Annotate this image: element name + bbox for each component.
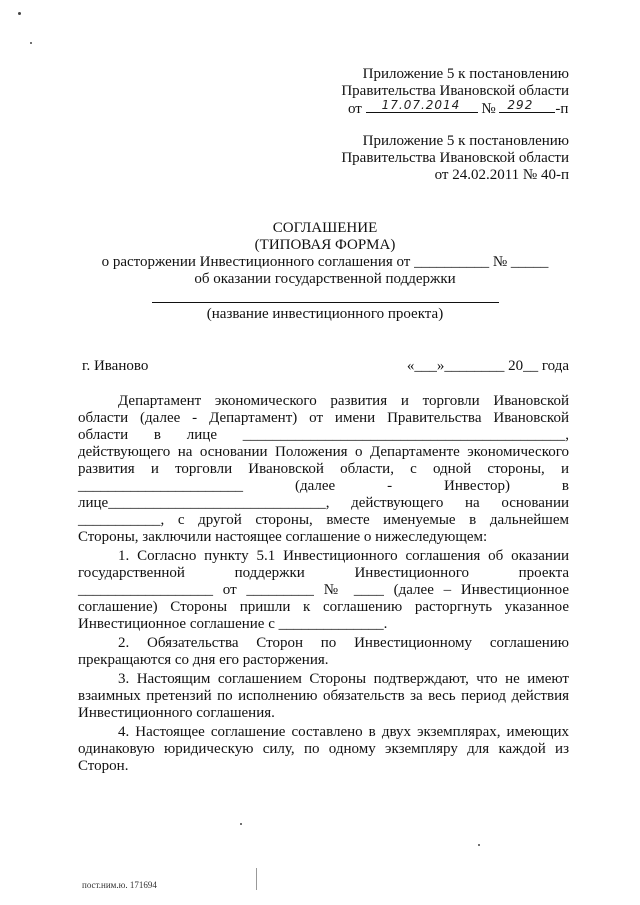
clause1-line: 1. Согласно пункту 5.1 Инвестиционного соглашения об оказании — [118, 548, 569, 564]
preamble-line: области (далее - Департамент) от имени Правительства Ивановской — [78, 410, 569, 426]
clause2-line: 2. Обязательства Сторон по Инвестиционному соглашению — [118, 635, 569, 651]
number-sign: № — [481, 101, 496, 117]
title-line4: об оказании государственной поддержки — [194, 271, 456, 287]
scan-mark — [256, 868, 257, 890]
header2-line1: Приложение 5 к постановлению — [362, 133, 569, 149]
clause1-line: государственной поддержки Инвестиционного проекта — [78, 565, 569, 581]
header1-line1: Приложение 5 к постановлению — [362, 66, 569, 82]
clause4-line: Сторон. — [78, 758, 129, 774]
scan-mark — [18, 12, 21, 15]
clause2-line: прекращаются со дня его расторжения. — [78, 652, 329, 668]
preamble-line: ______________________ (далее - Инвестор) в — [78, 478, 569, 494]
city: г. Иваново — [82, 358, 149, 374]
number-fill-line — [499, 100, 555, 113]
date-fill-line — [366, 100, 478, 113]
clause4-line: одинаковую юридическую силу, по одному экземпляру для каждой из — [78, 741, 569, 757]
clause1-line: __________________ от _________ № ____ (далее – Инвестиционное — [78, 582, 569, 598]
title-line3: о расторжении Инвестиционного соглашения от __________ № _____ — [101, 254, 549, 270]
preamble-line: действующего на основании Положения о Департаменте экономического — [78, 444, 569, 460]
clause1-line: соглашение) Стороны пришли к соглашению расторгнуть указанное — [78, 599, 569, 615]
preamble-line: ___________, с другой стороны, вместе именуемые в дальнейшем — [78, 512, 569, 528]
preamble-line: развития и торговли Ивановской области, с одной стороны, и — [78, 461, 569, 477]
title-line2: (ТИПОВАЯ ФОРМА) — [254, 237, 396, 253]
project-name-caption: (название инвестиционного проекта) — [206, 306, 444, 322]
scan-mark — [478, 844, 480, 846]
date-placeholder: «___»________ 20__ года — [406, 358, 569, 374]
header1-line2: Правительства Ивановской области — [341, 83, 569, 99]
preamble-line: Стороны, заключили настоящее соглашение о нижеследующем: — [78, 529, 488, 545]
clause3-line: взаимных претензий по исполнению обязательств за весь период действия — [78, 688, 569, 704]
header1-date-line — [348, 100, 568, 118]
number-suffix: -п — [555, 101, 569, 117]
scan-mark — [30, 42, 32, 44]
handwritten-date: 17.07.2014 — [381, 98, 461, 112]
preamble-line: лице_____________________________, действующего на основании — [78, 495, 569, 511]
clause3-line: 3. Настоящим соглашением Стороны подтверждают, что не имеют — [118, 671, 569, 687]
footer-code: пост.ним.ю. 171694 — [82, 880, 157, 890]
header1-date-prefix: от — [348, 101, 362, 117]
preamble-line: области в лице ___________________________________________, — [78, 427, 569, 443]
scan-mark — [240, 823, 242, 825]
clause4-line: 4. Настоящее соглашение составлено в двух экземплярах, имеющих — [118, 724, 569, 740]
header2-line3: от 24.02.2011 № 40-п — [434, 167, 569, 183]
header2-line2: Правительства Ивановской области — [341, 150, 569, 166]
title-line1: СОГЛАШЕНИЕ — [272, 220, 378, 236]
clause1-line: Инвестиционное соглашение с ______________. — [78, 616, 388, 632]
handwritten-number: 292 — [507, 98, 534, 112]
clause3-line: Инвестиционного соглашения. — [78, 705, 275, 721]
preamble-line: Департамент экономического развития и торговли Ивановской — [118, 393, 569, 409]
project-name-line — [152, 302, 499, 303]
